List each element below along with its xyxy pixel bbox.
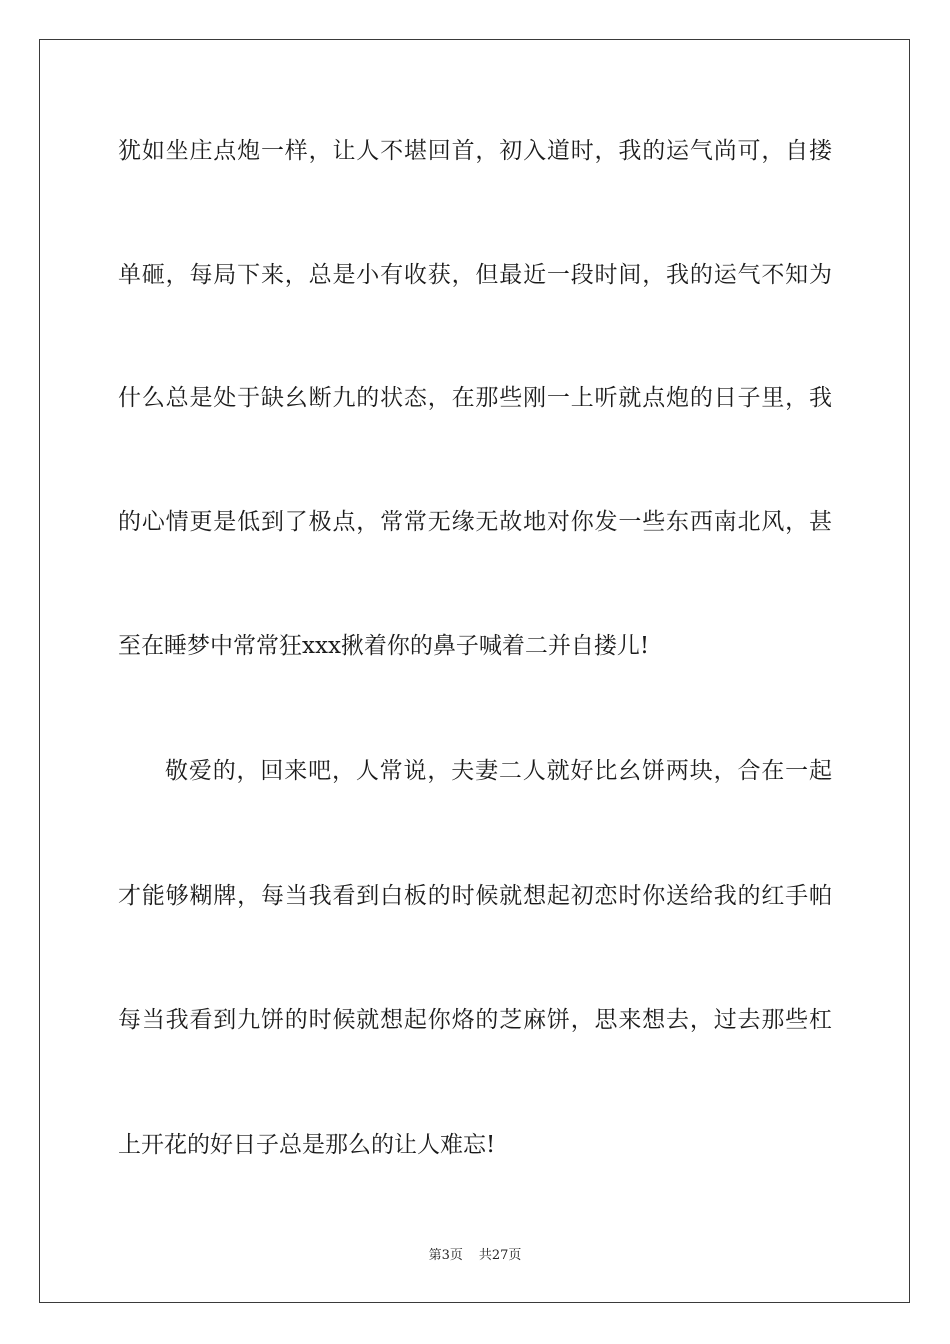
page-number: 第3页	[428, 1248, 463, 1263]
text-line: 什么总是处于缺幺断九的状态，在那些刚一上听就点炮的日子里，我	[118, 385, 832, 411]
text-line: 犹如坐庄点炮一样，让人不堪回首，初入道时，我的运气尚可，自搂	[118, 138, 832, 164]
text-line: 才能够糊牌，每当我看到白板的时候就想起初恋时你送给我的红手帕	[118, 883, 832, 909]
text-line: 每当我看到九饼的时候就想起你烙的芝麻饼，思来想去，过去那些杠	[118, 1007, 832, 1033]
text-line: 的心情更是低到了极点，常常无缘无故地对你发一些东西南北风，甚	[118, 509, 832, 535]
text-line: 单砸，每局下来，总是小有收获，但最近一段时间，我的运气不知为	[118, 262, 832, 288]
paragraph-first-line: 敬爱的，回来吧，人常说，夫妻二人就好比幺饼两块，合在一起	[165, 758, 832, 784]
text-line: 至在睡梦中常常狂xxx揪着你的鼻子喊着二并自搂儿!	[118, 633, 650, 659]
text-line: 上开花的好日子总是那么的让人难忘!	[118, 1132, 496, 1158]
page-footer	[0, 1247, 950, 1265]
page-border	[39, 39, 910, 1303]
page-total: 共27页	[478, 1248, 522, 1263]
